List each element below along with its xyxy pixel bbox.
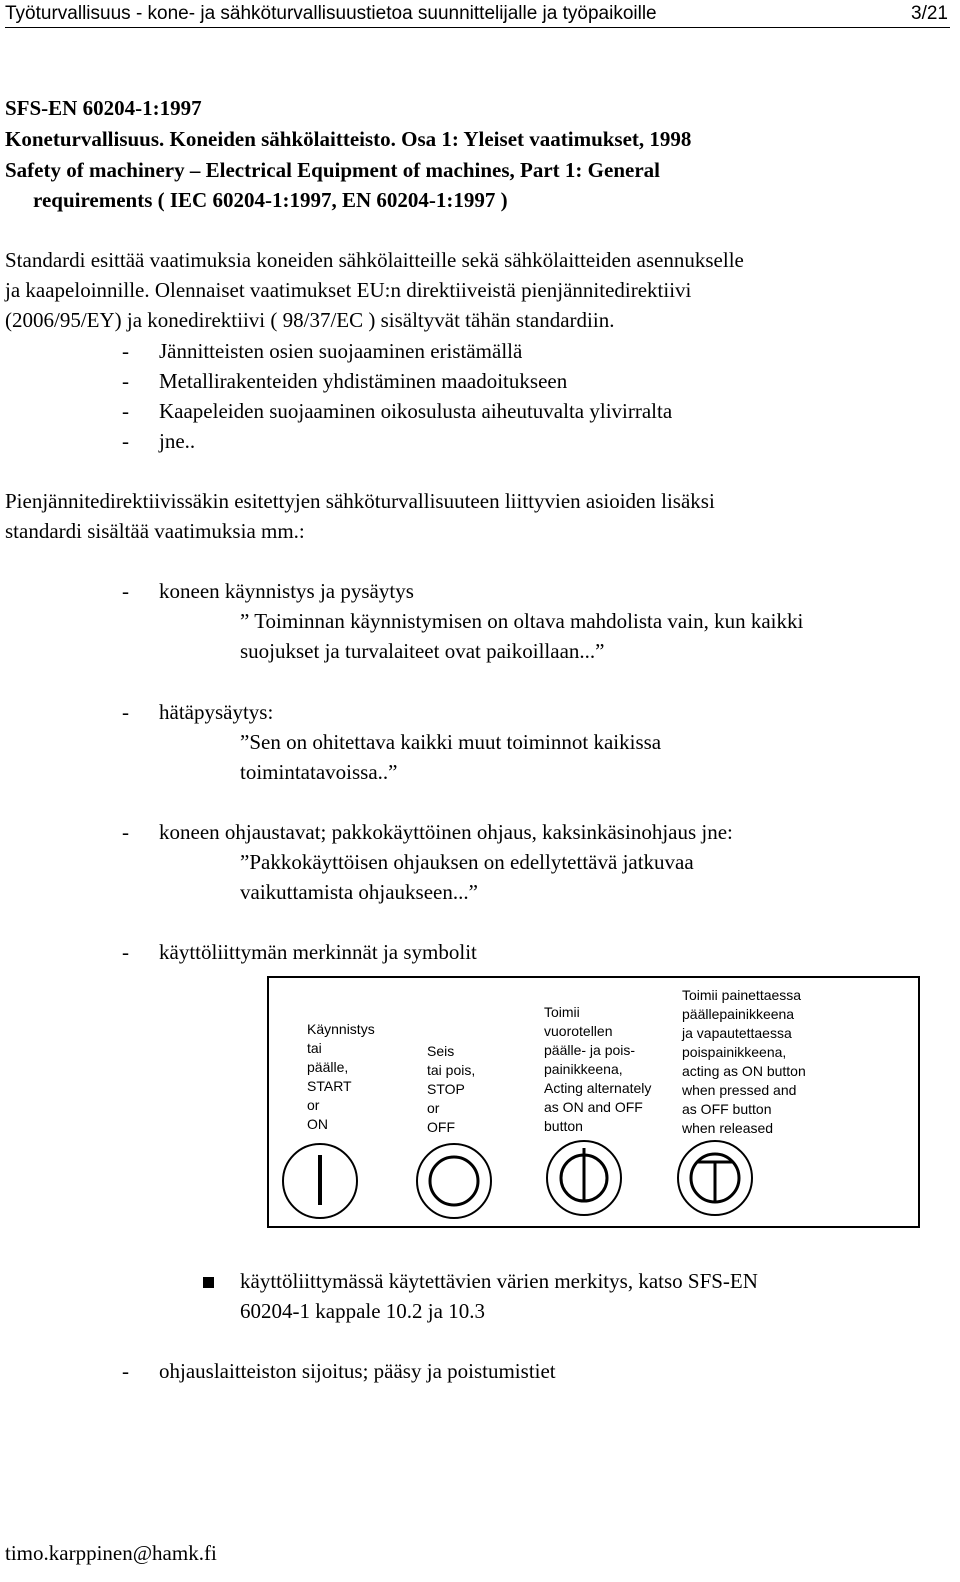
standard-code: SFS-EN 60204-1:1997 (5, 96, 202, 120)
header-rule (5, 27, 950, 28)
requirement-item: - käyttöliittymän merkinnät ja symbolit (122, 940, 477, 964)
intro-list-item: - Kaapeleiden suojaaminen oikosulusta aiheutuvalta ylivirralta (122, 399, 673, 423)
alternate-on-off-symbol (547, 1141, 621, 1215)
intro-list-item: - Metallirakenteiden yhdistäminen maadoitukseen (122, 369, 568, 393)
intro-list-item: - jne.. (122, 429, 196, 453)
requirement-quote-line: suojukset ja turvalaiteet ovat paikoillaan...” (240, 639, 605, 663)
intro-line-2: ja kaapeloinnille. Olennaiset vaatimukset EU:n direktiiveistä pienjännitedirektiivi (5, 278, 692, 302)
requirement-quote-line: ” Toiminnan käynnistymisen on oltava mahdolista vain, kun kaikki (240, 609, 804, 633)
symbol-label-start: Käynnistys tai päälle, START or ON (307, 1021, 375, 1132)
symbols-figure (267, 976, 920, 1228)
symbol-label-momentary: Toimii painettaessa päällepainikkeena ja vapautettaessa poispainikkeena, acting as ON button when pressed and as OFF button when released (682, 987, 806, 1136)
momentary-on-off-symbol (678, 1141, 752, 1215)
footer-email: timo.karppinen@hamk.fi (5, 1541, 217, 1565)
bullet-line-2: 60204-1 kappale 10.2 ja 10.3 (240, 1299, 485, 1323)
intro-list-item: - Jännitteisten osien suojaaminen eristämällä (122, 339, 523, 363)
requirement-quote-line: toimintatavoissa..” (240, 760, 398, 784)
intro-line-3: (2006/95/EY) ja konedirektiivi ( 98/37/EC ) sisältyvät tähän standardiin. (5, 308, 615, 332)
square-bullet-icon (203, 1277, 214, 1288)
intro-line-1: Standardi esittää vaatimuksia koneiden sähkölaitteille sekä sähkölaitteiden asennukselle (5, 248, 744, 272)
stop-off-symbol (417, 1144, 491, 1218)
standard-title-fi: Koneturvallisuus. Koneiden sähkölaitteisto. Osa 1: Yleiset vaatimukset, 1998 (5, 127, 692, 151)
standard-title-en-2: requirements ( IEC 60204-1:1997, EN 60204-1:1997 ) (33, 188, 508, 212)
para2-line-1: Pienjännitedirektiivissäkin esitettyjen sähköturvallisuuteen liittyvien asioiden lisäksi (5, 489, 715, 513)
para2-line-2: standardi sisältää vaatimuksia mm.: (5, 519, 305, 543)
requirement-quote-line: ”Pakkokäyttöisen ohjauksen on edellytettävä jatkuvaa (240, 850, 694, 874)
symbol-label-stop: Seis tai pois, STOP or OFF (427, 1043, 476, 1135)
start-on-symbol (283, 1144, 357, 1218)
requirement-quote-line: vaikuttamista ohjaukseen...” (240, 880, 478, 904)
symbols-svg (269, 978, 918, 1226)
page-number: 3/21 (911, 3, 948, 24)
document-header-title: Työturvallisuus - kone- ja sähköturvallisuustietoa suunnittelijalle ja työpaikoille (5, 3, 657, 24)
requirement-item: - koneen käynnistys ja pysäytys (122, 579, 414, 603)
requirement-item: - hätäpysäytys: (122, 700, 274, 724)
requirement-quote-line: ”Sen on ohitettava kaikki muut toiminnot kaikissa (240, 730, 662, 754)
symbol-label-alternate: Toimii vuorotellen päälle- ja pois- painikkeena, Acting alternately as ON and OFF button (544, 1004, 652, 1134)
bullet-line-1: käyttöliittymässä käytettävien värien merkitys, katso SFS-EN (240, 1269, 758, 1293)
standard-title-en-1: Safety of machinery – Electrical Equipment of machines, Part 1: General (5, 158, 660, 182)
requirement-item: - koneen ohjaustavat; pakkokäyttöinen ohjaus, kaksinkäsinohjaus jne: (122, 820, 733, 844)
requirement-item: - ohjauslaitteiston sijoitus; pääsy ja poistumistiet (122, 1359, 556, 1383)
